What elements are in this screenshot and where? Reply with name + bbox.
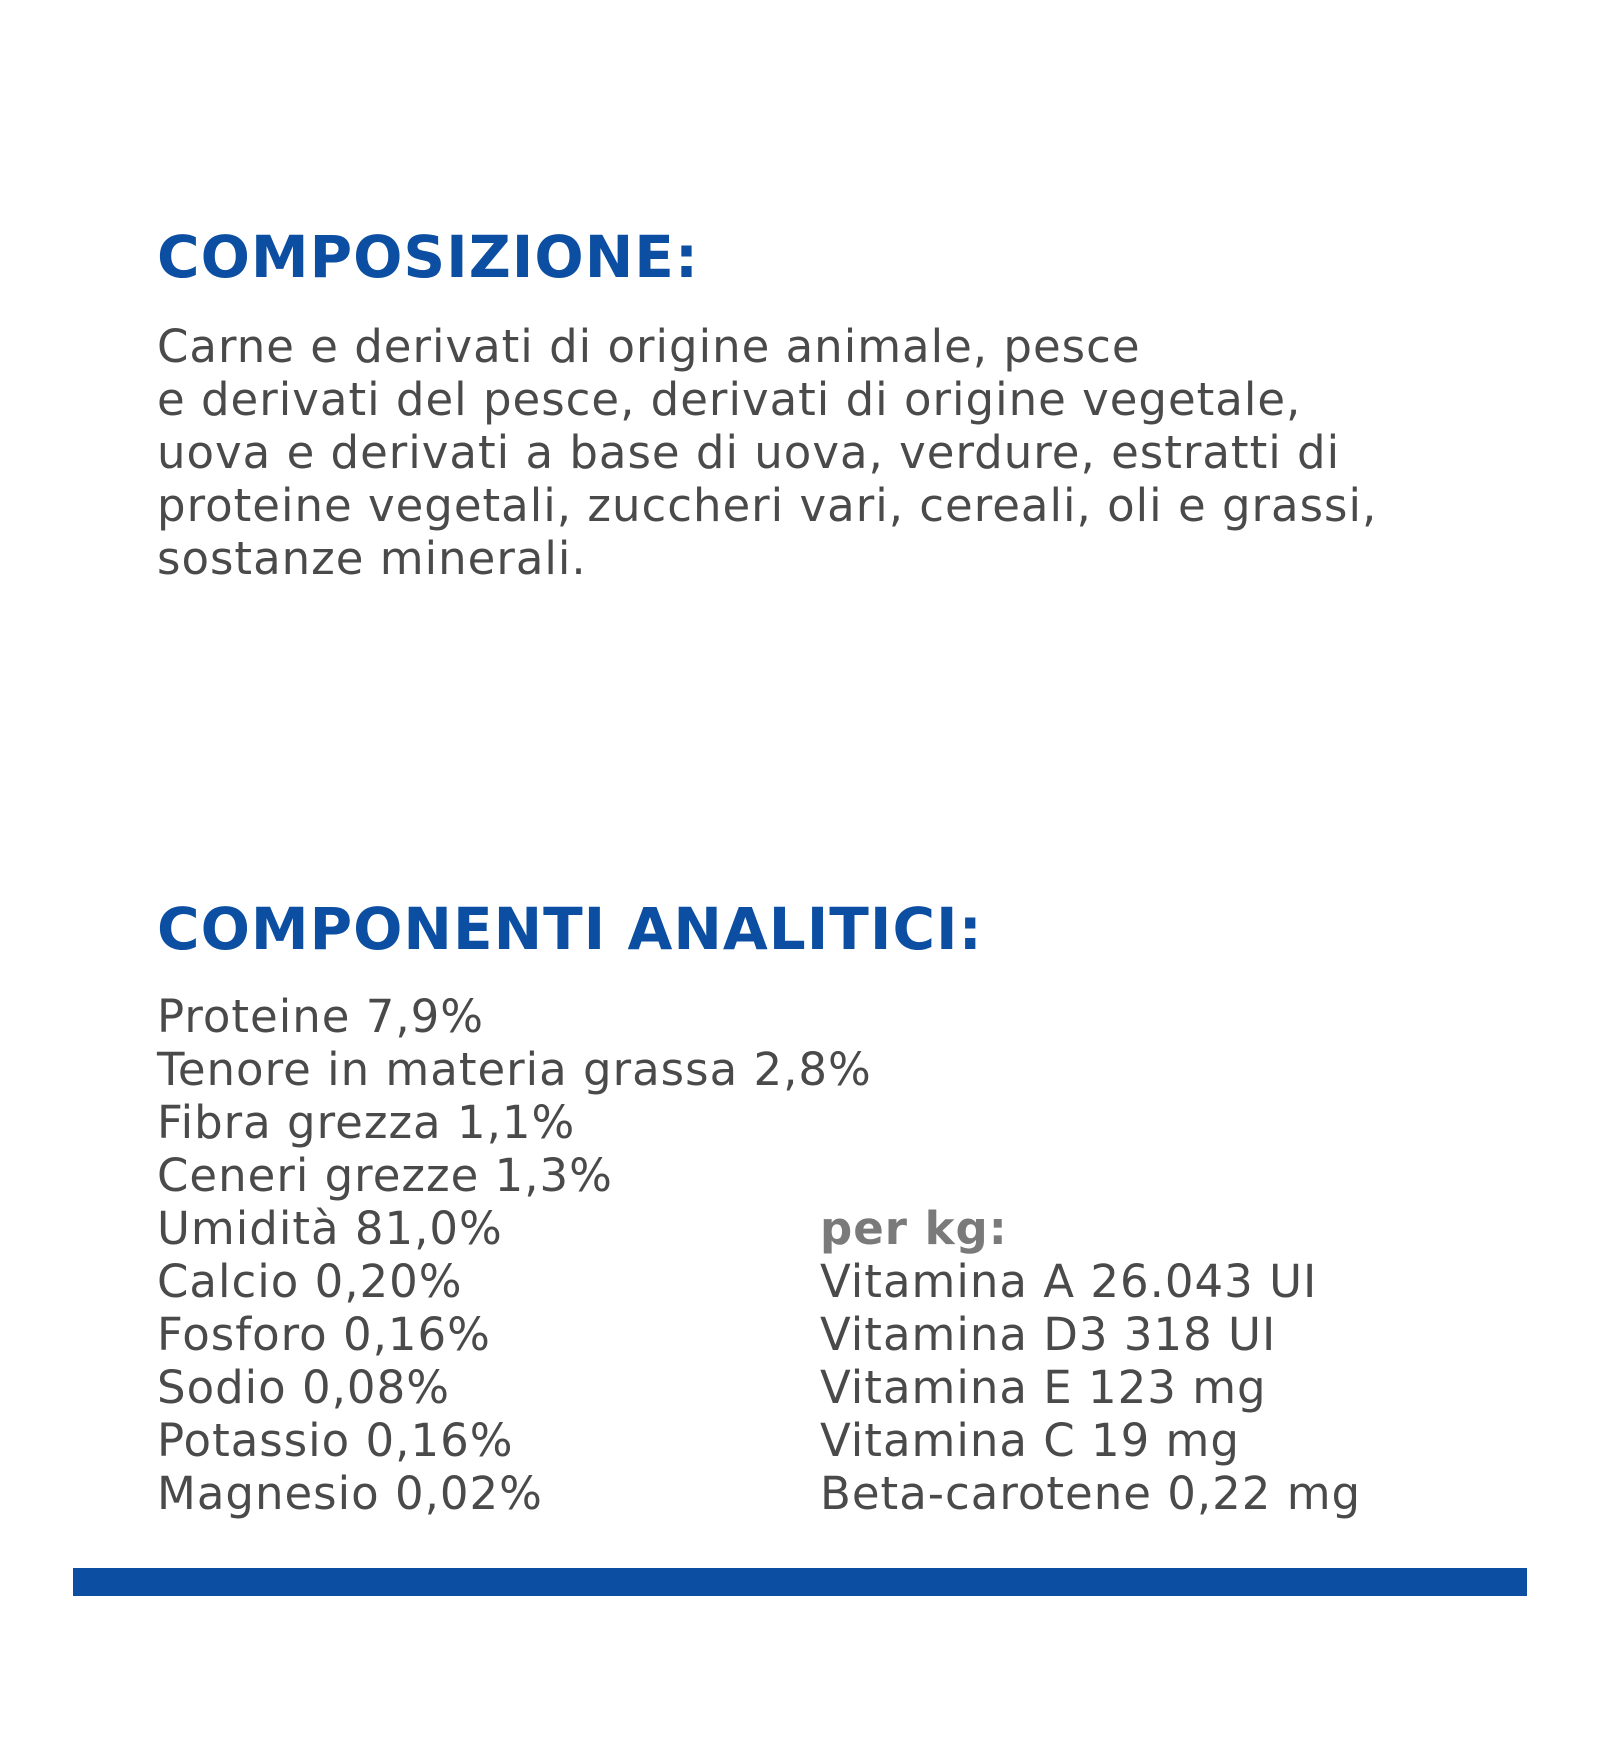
list-item: Calcio 0,20% xyxy=(157,1255,463,1308)
list-item: Magnesio 0,02% xyxy=(157,1467,543,1520)
list-item: Tenore in materia grassa 2,8% xyxy=(157,1043,872,1096)
analytic-components-heading: COMPONENTI ANALITICI: xyxy=(157,895,983,963)
list-item: Beta-carotene 0,22 mg xyxy=(820,1467,1362,1520)
list-item: Proteine 7,9% xyxy=(157,990,485,1043)
list-item: Fosforo 0,16% xyxy=(157,1308,491,1361)
per-kg-list xyxy=(820,1202,1361,1520)
analytic-components-list xyxy=(157,990,872,1520)
composition-line: uova e derivati a base di uova, verdure, estratti di xyxy=(157,426,1341,479)
composition-line: sostanze minerali. xyxy=(157,532,587,585)
list-item: Sodio 0,08% xyxy=(157,1361,450,1414)
list-item: Vitamina E 123 mg xyxy=(820,1361,1267,1414)
list-item: Umidità 81,0% xyxy=(157,1202,503,1255)
composition-line: Carne e derivati di origine animale, pesce xyxy=(157,320,1141,373)
list-item: Ceneri grezze 1,3% xyxy=(157,1149,613,1202)
list-item: Potassio 0,16% xyxy=(157,1414,514,1467)
composition-text xyxy=(157,320,1377,585)
composition-line: proteine vegetali, zuccheri vari, cereali, oli e grassi, xyxy=(157,479,1378,532)
list-item: Vitamina A 26.043 UI xyxy=(820,1255,1318,1308)
composition-heading: COMPOSIZIONE: xyxy=(157,223,700,291)
list-item: Vitamina C 19 mg xyxy=(820,1414,1240,1467)
per-kg-title: per kg: xyxy=(820,1202,1008,1255)
list-item: Vitamina D3 318 UI xyxy=(820,1308,1277,1361)
composition-line: e derivati del pesce, derivati di origine vegetale, xyxy=(157,373,1302,426)
list-item: Fibra grezza 1,1% xyxy=(157,1096,576,1149)
bottom-divider-bar xyxy=(73,1568,1527,1596)
